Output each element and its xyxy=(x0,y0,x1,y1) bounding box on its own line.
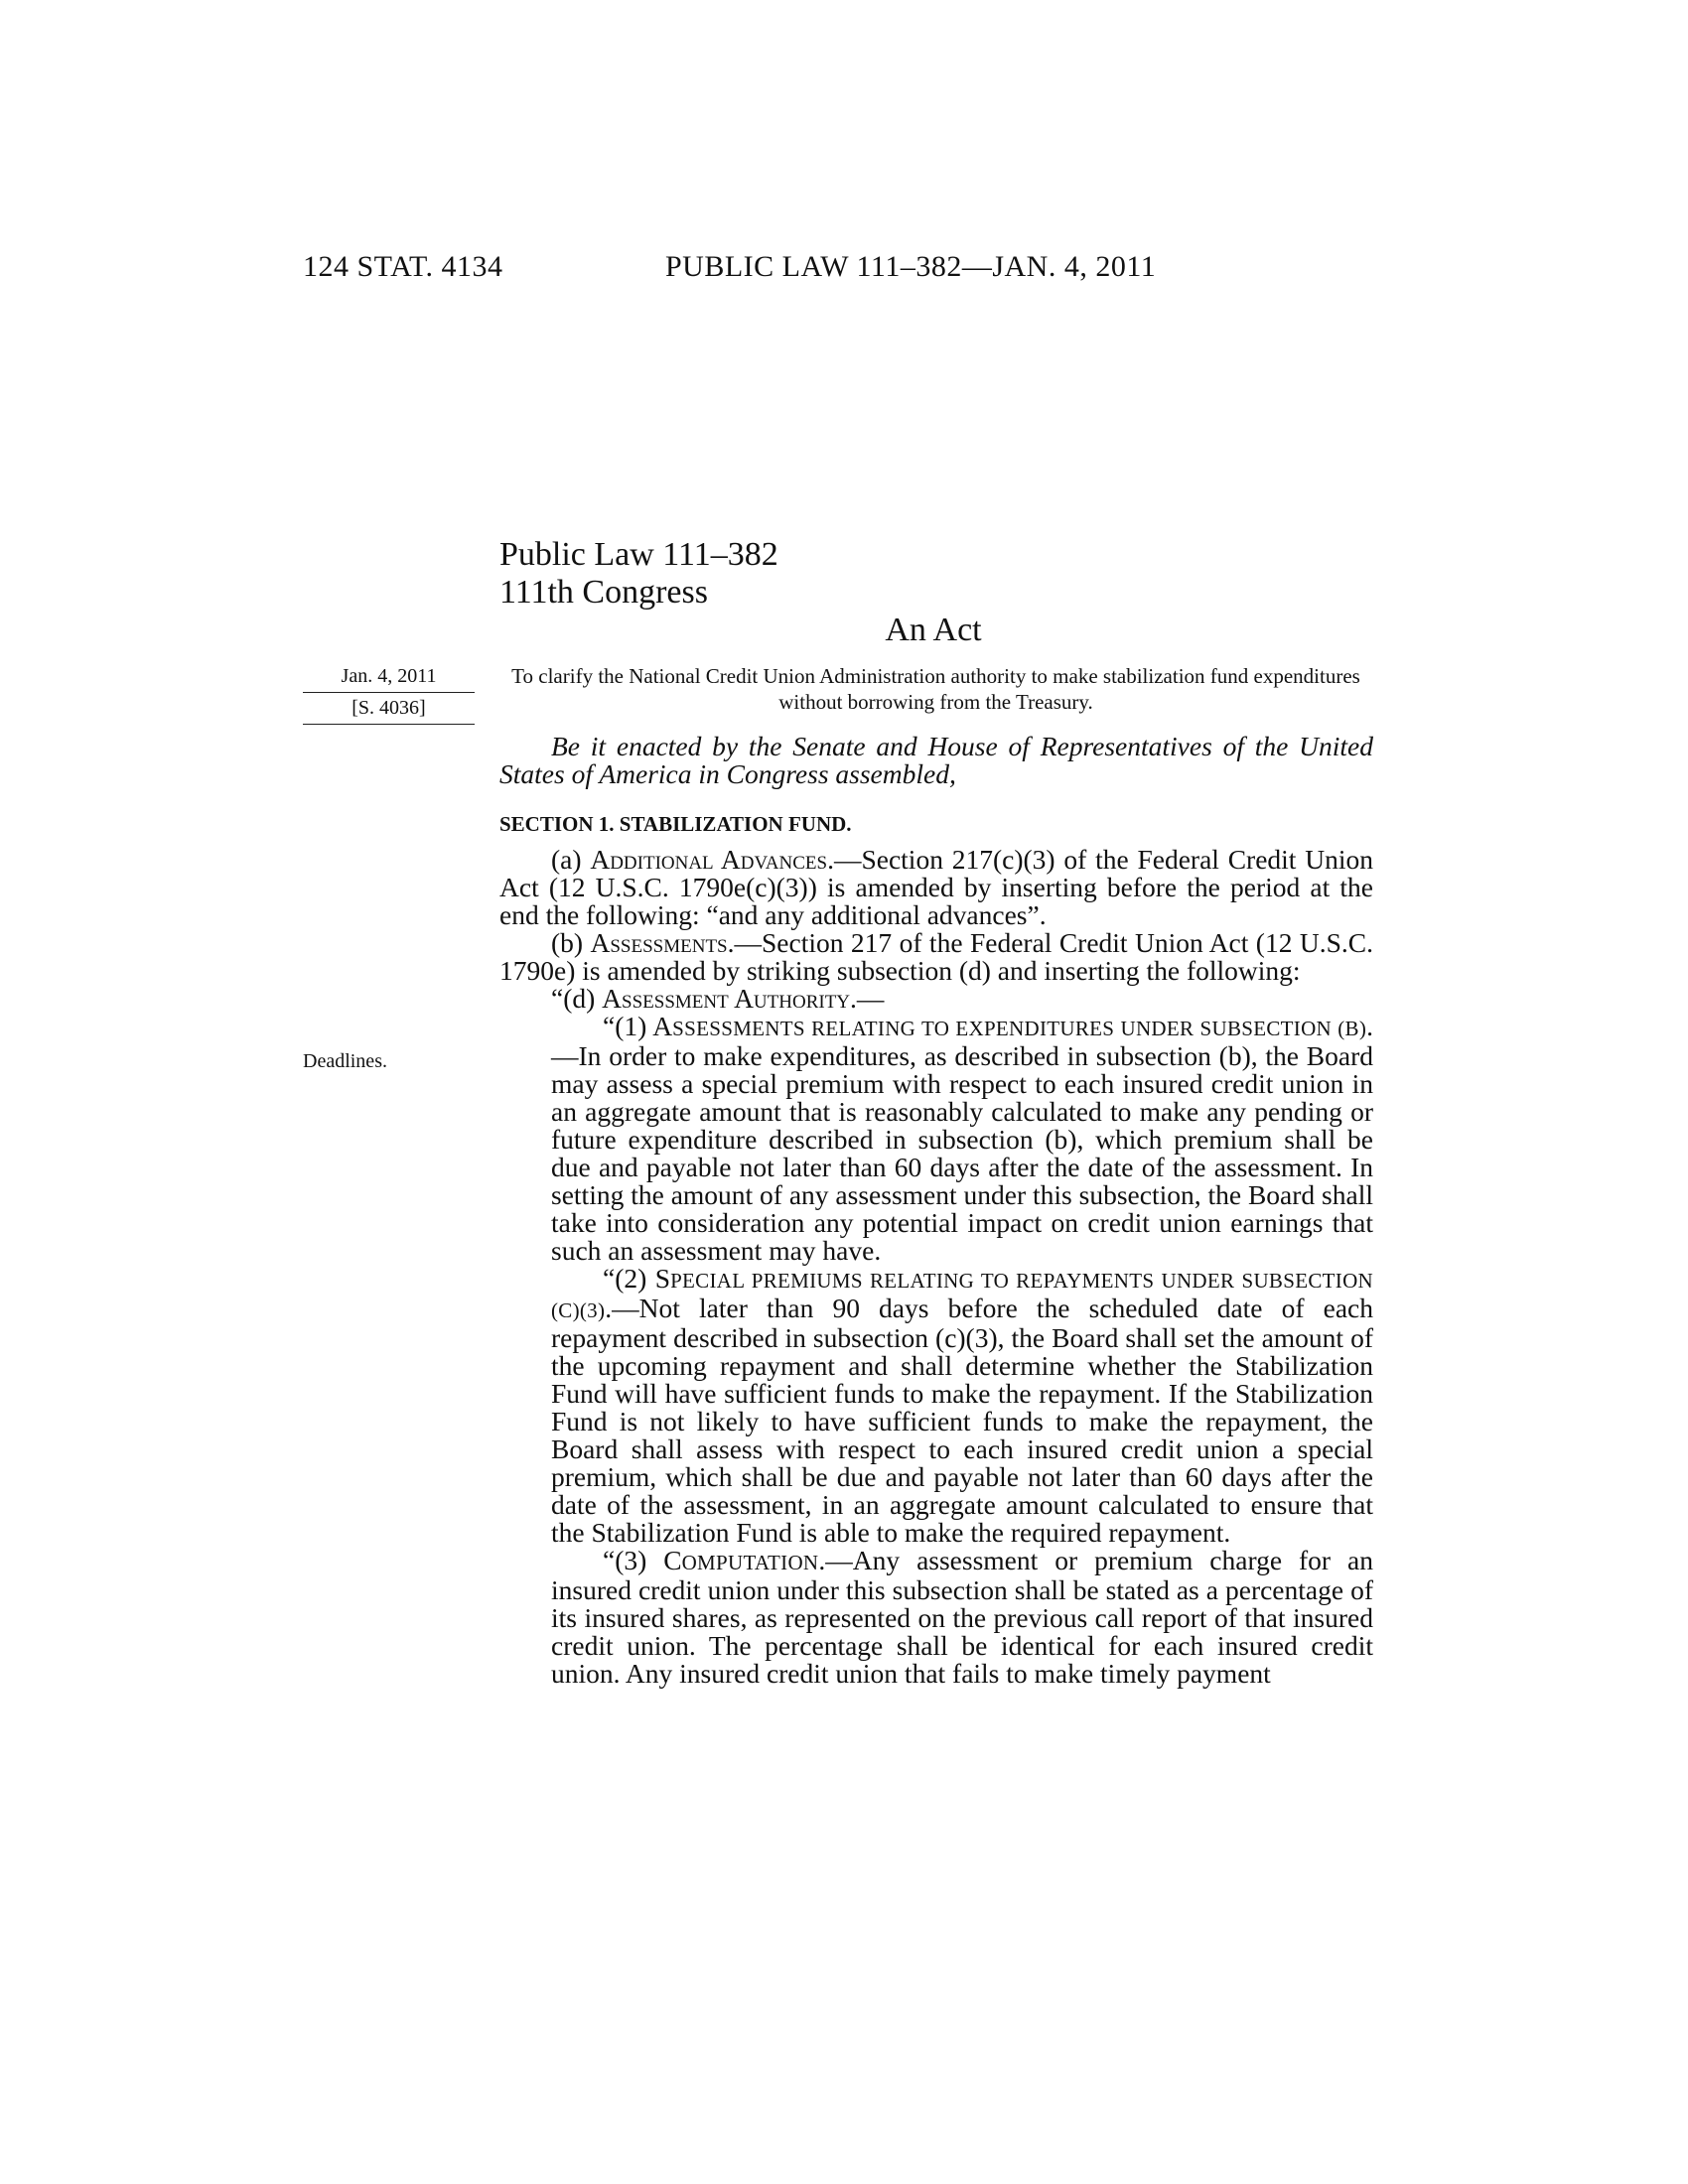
page-stat-number: 124 STAT. 4134 xyxy=(303,250,503,283)
paragraph-a-heading: Additional Advances xyxy=(590,844,828,875)
paragraph-b-heading: Assessments xyxy=(590,927,728,958)
paragraph-d1-heading-cap: A xyxy=(652,1011,673,1041)
paragraph-d2-prefix: “(2) xyxy=(603,1263,655,1294)
margin-note-deadlines: Deadlines. xyxy=(303,1050,387,1072)
paragraph-d3 xyxy=(551,1547,1373,1688)
subsection-d-prefix: “(d) xyxy=(551,983,603,1014)
paragraph-d2-heading-cap: S xyxy=(654,1263,671,1294)
congress-number: 111th Congress xyxy=(499,574,708,611)
paragraph-a-prefix: (a) xyxy=(551,844,591,875)
paragraph-d2 xyxy=(551,1265,1373,1547)
paragraph-d2-text: .—Not later than 90 days before the scheduled date of each repayment described in subsection (c)(3), the Board shall set the amount of the upcoming repayment and shall determine whether the Stabilization Fund will have sufficient funds to make the repayment. If the Stabilization Fund is not likely to have sufficient funds to make the repayment, the Board shall assess with respect to each insured credit union a special premium, which shall be due and payable not later than 60 days after the date of the assessment, in an aggregate amount calculated to ensure that the Stabilization Fund is able to make the required repayment. xyxy=(551,1293,1373,1548)
paragraph-d1-text: .—In order to make expenditures, as described in subsection (b), the Board may assess a special premium with respect to each insured credit union in an aggregate amount that is reasonably calculated to make any pending or future expenditure described in subsection (b), which premium shall be due and payable not later than 60 days after the date of the assessment. In setting the amount of any assessment under this subsection, the Board shall take into consideration any potential impact on credit union earnings that such an assessment may have. xyxy=(551,1011,1373,1266)
subsection-d-text: .— xyxy=(850,983,885,1014)
subsection-d xyxy=(499,985,1373,1013)
margin-date: Jan. 4, 2011 xyxy=(303,663,475,693)
act-purpose: To clarify the National Credit Union Administration authority to make stabilization fund expenditures without borrowing from the Treasury. xyxy=(511,664,1360,714)
paragraph-a-text: .—Section 217(c)(3) of the Federal Credit Union Act (12 U.S.C. 1790e(c)(3)) is amended by inserting before the period at the end the following: “and any additional advances”. xyxy=(499,844,1373,930)
subsection-d-heading: Assessment Authority xyxy=(602,983,851,1014)
paragraph-d2-heading: PECIAL PREMIUMS RELATING TO REPAYMENTS UNDER SUBSECTION (C)(3) xyxy=(551,1269,1374,1322)
paragraph-b-prefix: (b) xyxy=(551,927,591,958)
paragraph-d1-prefix: “(1) xyxy=(603,1011,653,1041)
running-header-title: PUBLIC LAW 111–382—JAN. 4, 2011 xyxy=(665,250,1157,283)
section-body xyxy=(499,846,1373,1688)
paragraph-a xyxy=(499,846,1373,929)
paragraph-d1 xyxy=(551,1013,1373,1265)
paragraph-d3-heading-cap: C xyxy=(663,1545,682,1575)
paragraph-d3-prefix: “(3) xyxy=(603,1545,664,1575)
an-act-heading: An Act xyxy=(885,612,982,648)
public-law-number: Public Law 111–382 xyxy=(499,536,778,573)
paragraph-b xyxy=(499,929,1373,985)
paragraph-d1-heading: SSESSMENTS RELATING TO EXPENDITURES UNDER SUBSECTION (B) xyxy=(672,1017,1367,1040)
enacting-clause: Be it enacted by the Senate and House of Representatives of the United States of America in Congress assembled, xyxy=(499,731,1373,789)
paragraph-b-text: .—Section 217 of the Federal Credit Union Act (12 U.S.C. 1790e) is amended by striking subsection (d) and inserting the following: xyxy=(499,927,1373,986)
section-heading: SECTION 1. STABILIZATION FUND. xyxy=(499,812,852,836)
margin-bill-number: [S. 4036] xyxy=(303,693,475,725)
margin-note-date-bill xyxy=(303,663,475,725)
paragraph-d3-text: .—Any assessment or premium charge for an insured credit union under this subsection shall be stated as a percentage of its insured shares, as represented on the previous call report of that insured credit union. The percentage shall be identical for each insured credit union. Any insured credit union that fails to make timely payment xyxy=(551,1545,1373,1689)
paragraph-d3-heading: OMPUTATION xyxy=(681,1551,819,1574)
